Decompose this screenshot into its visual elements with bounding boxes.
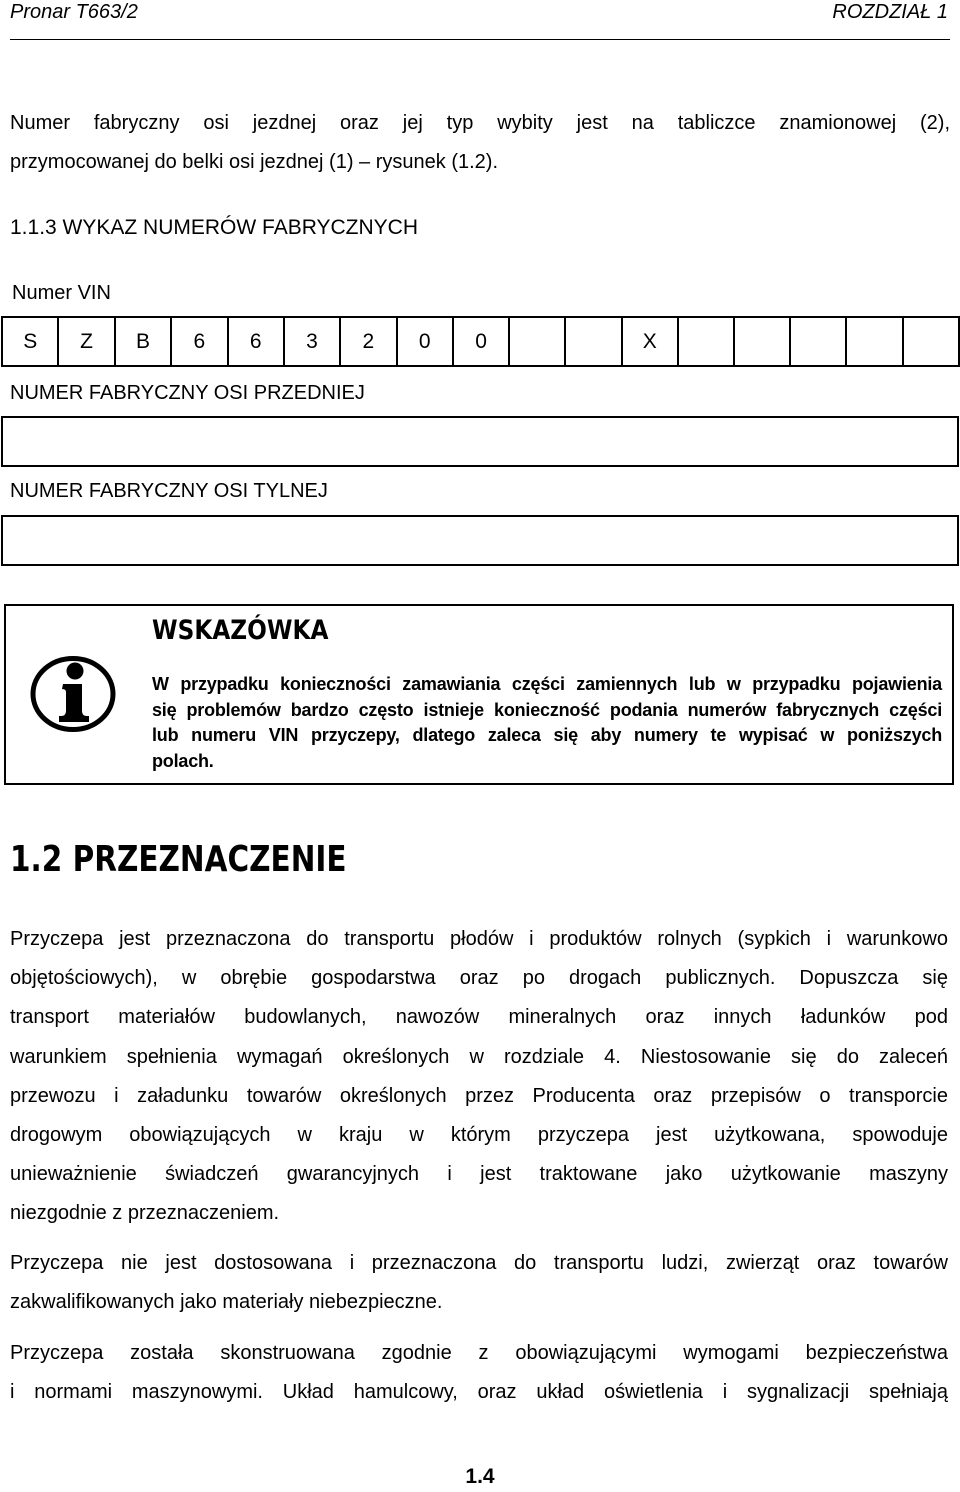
vin-cell[interactable] [734, 317, 790, 366]
page-number: 1.4 [465, 1465, 495, 1488]
paragraph-line: przewozu i załadunku towarów określonych przez Producenta oraz przepisów o transporcie [10, 1084, 948, 1107]
paragraph-line: objętościowych), w obrębie gospodarstwa oraz po drogach publicznych. Dopuszcza się [10, 967, 948, 990]
vin-cell[interactable] [678, 317, 734, 366]
vin-cell[interactable]: S [2, 317, 58, 366]
purpose-paragraph-3 [10, 1338, 948, 1416]
vin-cell[interactable]: Z [58, 317, 114, 366]
vin-cell[interactable]: 0 [453, 317, 509, 366]
section-heading-serial-numbers: 1.1.3 WYKAZ NUMERÓW FABRYCZNYCH [10, 216, 419, 239]
vin-cell[interactable] [846, 317, 902, 366]
header-chapter: ROZDZIAŁ 1 [832, 1, 948, 23]
purpose-paragraph-1 [10, 924, 948, 1238]
purpose-paragraph-2 [10, 1248, 948, 1326]
section-heading-purpose: 1.2 PRZEZNACZENIE [10, 839, 347, 880]
intro-paragraph [10, 109, 950, 187]
vin-cell[interactable] [509, 317, 565, 366]
note-line: się problemów bardzo często istnieje konieczność podania numerów fabrycznych części [152, 699, 942, 720]
vin-cell[interactable]: X [622, 317, 678, 366]
note-line: lub numeru VIN przyczepy, dlatego zaleca się aby numery te wypisać w poniższych [152, 725, 942, 746]
front-axle-label: NUMER FABRYCZNY OSI PRZEDNIEJ [10, 382, 365, 404]
paragraph-line: zakwalifikowanych jako materiały niebezpieczne. [10, 1291, 443, 1314]
vin-cell[interactable] [790, 317, 846, 366]
rear-axle-number-field[interactable] [1, 515, 959, 566]
vin-cell[interactable] [903, 317, 959, 366]
vin-cell[interactable]: 2 [340, 317, 396, 366]
paragraph-line: unieważnienie świadczeń gwarancyjnych i jest traktowane jako użytkowanie maszyny [10, 1163, 948, 1186]
paragraph-line: Przyczepa nie jest dostosowana i przeznaczona do transportu ludzi, zwierząt oraz towarów [10, 1252, 948, 1274]
note-title: WSKAZÓWKA [152, 615, 329, 646]
note-line: polach. [152, 751, 214, 772]
paragraph-line: Przyczepa została skonstruowana zgodnie z obowiązującymi wymogami bezpieczeństwa [10, 1342, 948, 1364]
paragraph-line: Przyczepa jest przeznaczona do transportu płodów i produktów rolnych (sypkich i warunkowo [10, 928, 948, 950]
paragraph-line: i normami maszynowymi. Układ hamulcowy, oraz układ oświetlenia i sygnalizacji spełniają [10, 1381, 948, 1404]
front-axle-number-field[interactable] [1, 416, 959, 467]
intro-line: przymocowanej do belki osi jezdnej (1) – rysunek (1.2). [10, 151, 498, 173]
vin-grid [1, 316, 960, 367]
vin-cell[interactable]: B [115, 317, 171, 366]
paragraph-line: drogowym obowiązujących w kraju w którym przyczepa jest użytkowana, spowoduje [10, 1123, 948, 1146]
paragraph-line: transport materiałów budowlanych, nawozów mineralnych oraz innych ładunków pod [10, 1006, 948, 1029]
rear-axle-label: NUMER FABRYCZNY OSI TYLNEJ [10, 480, 328, 502]
header-divider [10, 39, 950, 40]
vin-cell[interactable]: 6 [228, 317, 284, 366]
vin-label: Numer VIN [12, 282, 111, 304]
vin-cell[interactable]: 0 [397, 317, 453, 366]
paragraph-line: warunkiem spełnienia wymagań określonych w rozdziale 4. Niestosowanie się do zaleceń [10, 1045, 948, 1068]
header-document-title: Pronar T663/2 [10, 1, 138, 23]
note-text [152, 672, 942, 775]
vin-cell[interactable] [565, 317, 621, 366]
paragraph-line: niezgodnie z przeznaczeniem. [10, 1202, 280, 1225]
info-icon [30, 655, 116, 733]
note-line: W przypadku konieczności zamawiania części zamiennych lub w przypadku pojawienia [152, 674, 942, 694]
vin-cell[interactable]: 3 [284, 317, 340, 366]
vin-cell[interactable]: 6 [171, 317, 227, 366]
intro-line: Numer fabryczny osi jezdnej oraz jej typ wybity jest na tabliczce znamionowej (2), [10, 112, 950, 134]
